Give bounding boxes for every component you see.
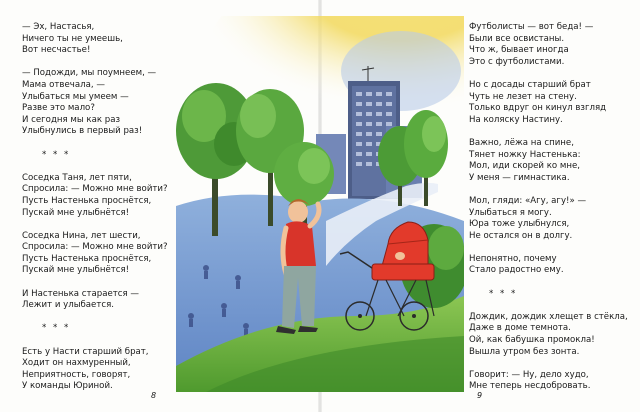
- stanza: [22, 289, 168, 312]
- stanza: [22, 347, 168, 393]
- poem-line: Непонятно, почему: [469, 253, 557, 264]
- poem-line: Вот несчастье!: [22, 45, 91, 56]
- poem-line: Но с досады старший брат: [469, 79, 591, 90]
- poem-line: Стало радостно ему.: [469, 265, 564, 276]
- stanza: [469, 196, 628, 242]
- poem-line: У команды Юриной.: [22, 381, 113, 392]
- section-separator: * * *: [489, 288, 518, 299]
- poem-line: Мама отвечала, —: [22, 79, 105, 90]
- poem-line: Есть у Насти старший брат,: [22, 346, 149, 357]
- left-page-text: [22, 22, 168, 405]
- stanza: [469, 312, 628, 358]
- stanza: [22, 68, 168, 138]
- poem-line: Только вдруг он кинул взгляд: [469, 103, 607, 114]
- poem-line: Вышла утром без зонта.: [469, 346, 580, 357]
- poem-line: Пусть Настенька проснётся,: [22, 253, 152, 264]
- stanza: [469, 370, 628, 393]
- poem-line: Пускай мне улыбнётся!: [22, 265, 130, 276]
- poem-line: Важно, лёжа на спине,: [469, 137, 574, 148]
- poem-line: На коляску Настину.: [469, 114, 563, 125]
- poem-line: И сегодня мы как раз: [22, 114, 121, 125]
- poem-line: И Настенька старается —: [22, 288, 140, 299]
- poem-line: — Эх, Настасья,: [22, 22, 95, 32]
- poem-line: Мол, иди скорей ко мне,: [469, 161, 581, 172]
- stanza: [469, 254, 628, 277]
- page-number-right: 9: [477, 391, 483, 400]
- poem-line: Говорит: — Ну, дело худо,: [469, 369, 589, 380]
- poem-line: Что ж, бывает иногда: [469, 45, 569, 56]
- poem-line: Пусть Настенька проснётся,: [22, 195, 152, 206]
- poem-line: Улыбаться я могу.: [469, 207, 552, 218]
- stanza: [469, 22, 628, 68]
- poem-line: — Подожди, мы поумнеем, —: [22, 68, 157, 79]
- poem-line: Мне теперь несдобровать.: [469, 381, 591, 392]
- right-page-text: [469, 22, 628, 405]
- poem-line: Дождик, дождик хлещет в стёкла,: [469, 311, 628, 322]
- poem-line: Улыбаться мы умеем —: [22, 91, 129, 102]
- stanza: [22, 173, 168, 219]
- page-number-left: 8: [151, 391, 157, 400]
- poem-line: Даже в доме темнота.: [469, 323, 571, 334]
- poem-line: Были все освистаны.: [469, 33, 565, 44]
- poem-line: Юра тоже улыбнулся,: [469, 219, 570, 230]
- poem-line: Ходит он нахмуренный,: [22, 358, 131, 369]
- section-separator: * * *: [42, 149, 71, 160]
- poem-line: Чуть не лезет на стену.: [469, 91, 577, 102]
- poem-line: Пускай мне улыбнётся!: [22, 207, 130, 218]
- poem-line: Лежит и улыбается.: [22, 300, 114, 311]
- section-separator: * * *: [42, 323, 71, 334]
- poem-line: Тянет ножку Настенька:: [469, 149, 581, 160]
- poem-line: Мол, гляди: «Агу, агу!» —: [469, 195, 587, 206]
- poem-line: Соседка Нина, лет шести,: [22, 230, 141, 241]
- poem-line: Футболисты — вот беда! —: [469, 22, 594, 32]
- poem-line: Спросила: — Можно мне войти?: [22, 184, 168, 195]
- stanza: [22, 22, 168, 57]
- poem-line: Неприятность, говорят,: [22, 369, 131, 380]
- poem-line: Не остался он в долгу.: [469, 230, 573, 241]
- poem-line: Соседка Таня, лет пяти,: [22, 172, 132, 183]
- poem-line: Ничего ты не умеешь,: [22, 33, 123, 44]
- poem-line: У меня — гимнастика.: [469, 172, 570, 183]
- poem-line: Ой, как бабушка промокла!: [469, 335, 595, 346]
- poem-line: Разве это мало?: [22, 103, 95, 114]
- poem-line: Спросила: — Можно мне войти?: [22, 242, 168, 253]
- stanza: [469, 80, 628, 126]
- poem-line: Это с футболистами.: [469, 56, 565, 67]
- stanza: [469, 138, 628, 184]
- stanza: [22, 231, 168, 277]
- illustration-park-scene: [176, 16, 464, 392]
- poem-line: Улыбнулись в первый раз!: [22, 126, 143, 137]
